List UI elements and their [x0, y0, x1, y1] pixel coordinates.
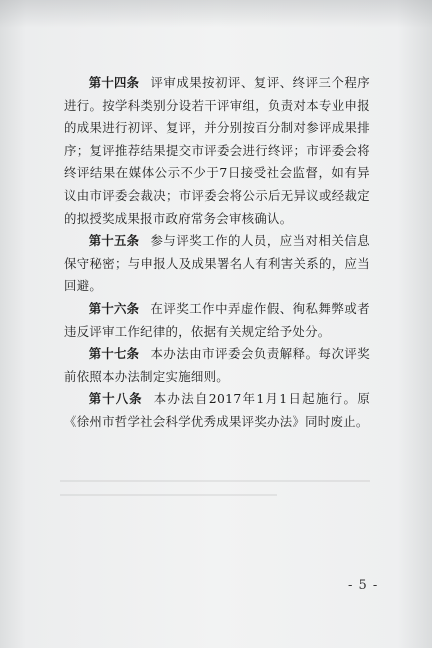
page-number: - 5 - [348, 578, 379, 593]
article-17 [64, 343, 370, 388]
article-heading: 第十五条 [88, 233, 140, 249]
article-text: 参与评奖工作的人员，应当对相关信息保守秘密；与申报人及成果署名人有利害关系的，应当回避。 [64, 233, 370, 294]
bleed-line [60, 480, 370, 482]
body-text [64, 72, 370, 434]
scan-shadow [0, 0, 432, 28]
article-15 [64, 230, 370, 298]
bleed-through-marks [60, 480, 370, 520]
article-heading: 第十七条 [88, 346, 140, 362]
article-16 [64, 298, 370, 343]
article-18 [64, 388, 370, 433]
article-text: 本办法自2017年1月1日起施行。原《徐州市哲学社会科学优秀成果评奖办法》同时废止。 [64, 391, 371, 429]
article-heading: 第十四条 [88, 75, 140, 90]
article-14 [64, 72, 370, 230]
article-heading: 第十六条 [88, 300, 140, 316]
article-text: 本办法由市评委会负责解释。每次评奖前依照本办法制定实施细则。 [64, 346, 370, 384]
article-text: 在评奖工作中弄虚作假、徇私舞弊或者违反评审工作纪律的，依据有关规定给予处分。 [64, 300, 370, 339]
article-text: 评审成果按初评、复评、终评三个程序进行。按学科类别分设若干评审组，负责对本专业申报的成果进行初评、复评，并分别按百分制对参评成果排序；复评推荐结果提交市评委会进行终评；市评委会将终评结果在媒体公示不少于7日接受社会监督，如有异议由市评委会裁决；市评委会将公示后无异议或经裁定的拟授奖成果报市政府常务会审核确认。 [64, 75, 370, 226]
article-heading: 第十八条 [88, 391, 143, 407]
bleed-line [60, 494, 277, 496]
